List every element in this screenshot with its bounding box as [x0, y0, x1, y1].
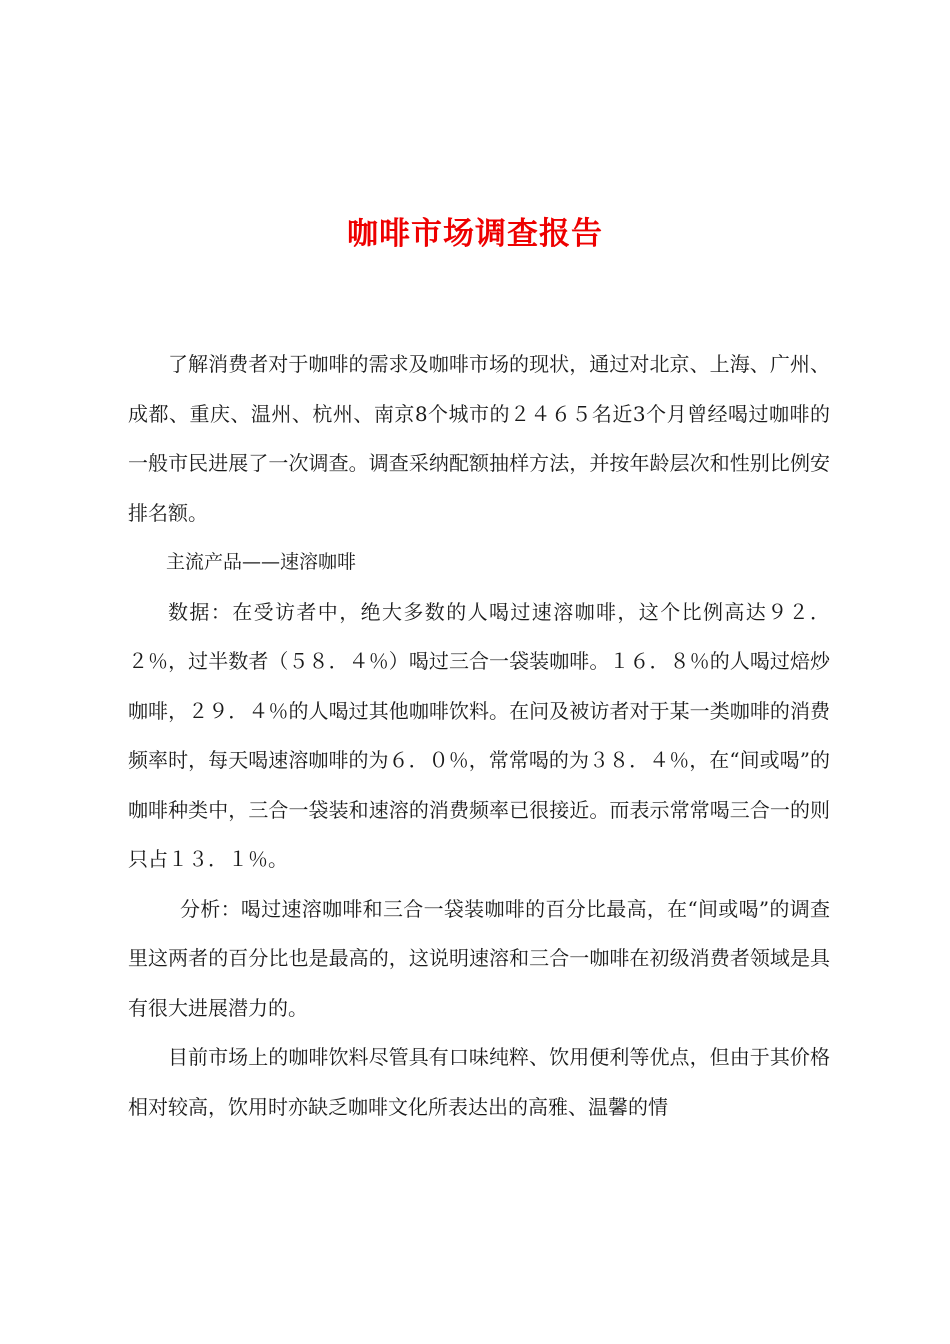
section-heading: 主流产品——速溶咖啡: [166, 551, 357, 573]
paragraph-market: 目前市场上的咖啡饮料尽管具有口味纯粹、饮用便利等优点，但由于其价格相对较高，饮用时亦缺乏咖啡文化所表达出的高雅、温馨的情: [128, 1045, 830, 1119]
paragraph-data: 数据：在受访者中，绝大多数的人喝过速溶咖啡，这个比例高达９２．２％，过半数者（５８．４％）喝过三合一袋装咖啡。１６．８％的人喝过焙炒咖啡，２９．４％的人喝过其他咖啡饮料。在问及被访者对于某一类咖啡的消费频率时，每天喝速溶咖啡的为６．０％，常常喝的为３８．４％，在“间或喝”的咖啡种类中，三合一袋装和速溶的消费频率已很接近。而表示常常喝三合一的则只占１３．１％。: [128, 599, 830, 871]
document-body: [128, 340, 830, 1132]
document-title: 咖啡市场调查报告: [347, 216, 603, 252]
paragraph-intro: 了解消费者对于咖啡的需求及咖啡市场的现状，通过对北京、上海、广州、成都、重庆、温州、杭州、南京8个城市的２４６５名近3个月曾经喝过咖啡的一般市民进展了一次调查。调查采纳配额抽样方法，并按年龄层次和性别比例安排名额。: [128, 352, 830, 525]
paragraph-analysis: 分析：喝过速溶咖啡和三合一袋装咖啡的百分比最高，在“间或喝”的调查里这两者的百分比也是最高的，这说明速溶和三合一咖啡在初级消费者领域是具有很大进展潜力的。: [128, 896, 830, 1020]
